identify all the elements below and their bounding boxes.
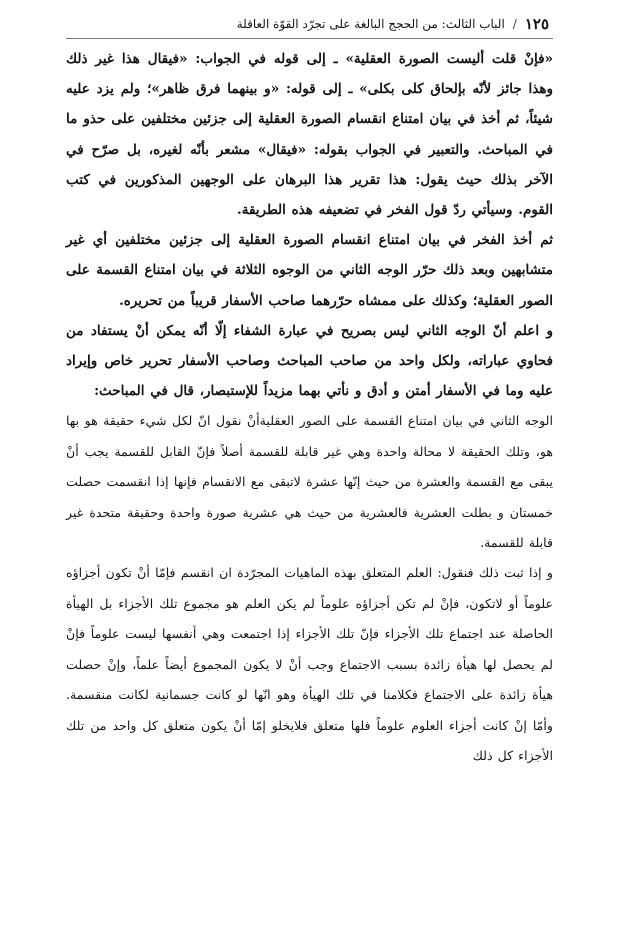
paragraph: ثم أخذ الفخر في بيان امتناع انقسام الصورة العقلية إلى جزئين مختلفين أي غير متشابهين وبعد ذلك حرّر الوجه الثاني من الوجوه الثلاثة في بيان امتناع القسمة على الصور العقلية؛ وكذلك على ممشاه حرّرهما صاحب الأسفار قريباً من تحريره. (66, 232, 553, 309)
header-rule (66, 38, 553, 39)
running-title: الباب الثالث: من الحجج البالغة على تجرّد القوّة العاقلة (236, 17, 505, 31)
page-number: ١٢٥ (524, 15, 549, 33)
running-header (78, 12, 549, 36)
quoted-paragraph: الوجه الثاني في بيان امتناع القسمة على الصور العقليةأنْ نقول انّ لكل شيء حقيقة هو بها هو، وتلك الحقيقة لا محالة واحدة وهي غير قابلة للقسمة أصلاً فإنّ القابل للقسمة يجب أنْ يبقى مع القسمة والعشرة من حيث إنّها عشرة لاتبقى مع الانقسام فإنها إذا انقسمت حصلت خمستان و بطلت العشرية فالعشرية من حيث هي عشرية صورة واحدة وحقيقة متحدة غير قابلة للقسمة. (66, 413, 553, 551)
header-separator: / (512, 17, 517, 31)
paragraph: «فإنْ قلت أليست الصورة العقلية» ـ إلى قوله في الجواب: «فيقال هذا غير ذلك وهذا جائز لأنّه بإلحاق كلى بكلى» ـ إلى قوله: «و بينهما فرق ظاهر»؛ ولم يزد عليه شيئاً، ثم أخذ في بيان امتناع انقسام الصورة العقلية إلى جزئين مختلفين على حذو ما في المباحث. والتعبير في الجواب بقوله: «فيقال» مشعر بأنّه لغيره، بل صرّح في الآخر بذلك حيث يقول: هذا تقرير هذا البرهان على الوجهين المذكورين في كتب القوم. وسيأتي ردّ قول الفخر في تضعيفه هذه الطريقة. (66, 51, 553, 219)
page-body (66, 44, 553, 771)
quoted-paragraph: و إذا ثبت ذلك فنقول: العلم المتعلق بهذه الماهيات المجرّدة ان انقسم فإمّا أنْ تكون أجزاؤه علوماً أو لاتكون، فإنْ لم تكن أجزاؤه علوماً لم يكن العلم هو مجموع تلك الأجزاء بل الهيأة الحاصلة عند اجتماع تلك الأجزاء فإنّ تلك الأجزاء إذا اجتمعت وهي أنفسها ليست علوماً فإنْ لم يحصل لها هيأة زائدة بسبب الاجتماع وجب أنْ لا يكون المجموع أيضاً علماً، وإنْ حصلت هيأة زائدة على الاجتماع فكلامنا في تلك الهيأة وهو انّها لو كانت جسمانية لكانت منقسمة. وأمّا إنْ كانت أجزاء العلوم علوماً فلها متعلق فلايخلو إمّا أنْ يكون متعلق كل واحد من تلك الأجزاء كل ذلك (66, 565, 553, 763)
paragraph: و اعلم أنّ الوجه الثاني ليس بصريح في عبارة الشفاء إلّا أنّه يمكن أنْ يستفاد من فحاوي عباراته، ولكل واحد من صاحب المباحث وصاحب الأسفار تحرير خاص وإيراد عليه وما في الأسفار أمتن و أدق و نأتي بهما مزيداً للإستبصار، قال في المباحث: (66, 322, 553, 400)
